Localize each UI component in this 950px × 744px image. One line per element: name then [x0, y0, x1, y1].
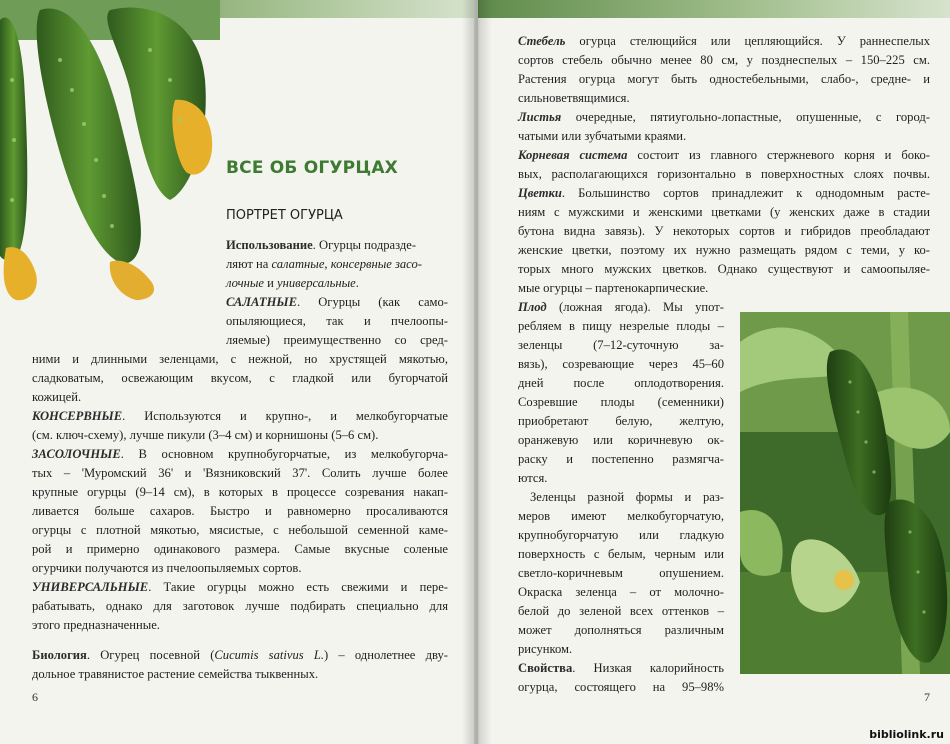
page-title: ВСЕ ОБ ОГУРЦАХ: [226, 158, 398, 178]
fruit-line-2: ребляем в пищу незрелые плоды –: [518, 319, 724, 333]
flowers-term: Цветки: [518, 186, 562, 200]
canned-line-1: КОНСЕРВНЫЕ. Используются и крупно-, и мелкобугорчатые: [32, 409, 448, 423]
flowers-line-3: бутона видна завязь). У некоторых сортов и гибридов преобладают: [518, 224, 930, 238]
usage-term: Использование: [226, 238, 313, 252]
stem-term: Стебель: [518, 34, 566, 48]
stem-line-1: Стебель огурца стелющийся или цепляющийся. У раннеспелых: [518, 34, 930, 48]
zelentsy-line-2: меров имеют мелкобугорчатую,: [518, 509, 724, 523]
universal-term: УНИВЕРСАЛЬНЫЕ: [32, 580, 149, 594]
salad-line-3: ляемые) преимущественно со сред-: [226, 333, 448, 347]
fruit-line-7: приобретают белую, желтую,: [518, 414, 724, 428]
fruit-term: Плод: [518, 300, 547, 314]
leaves-line-2: чатыми или зубчатыми краями.: [518, 129, 687, 143]
zelentsy-line-1: Зеленцы разной формы и раз-: [530, 490, 724, 504]
fruit-line-4: вязь), созревающие через 45–60: [518, 357, 724, 371]
zelentsy-line-8: может дополняться различным: [518, 623, 724, 637]
roots-line-2: вых, располагающихся горизонтально в поверхностных слоях почвы.: [518, 167, 930, 181]
properties-line-2: огурца, состоящего на 95–98%: [518, 680, 724, 694]
salad-line-6: кожицей.: [32, 390, 82, 404]
left-page: [0, 0, 474, 744]
page-number-left: 6: [32, 690, 38, 704]
zelentsy-line-5: светло-коричневым опушением.: [518, 566, 724, 580]
cucumber-photo: [740, 312, 950, 674]
zelentsy-line-3: крупнобугорчатую или гладкую: [518, 528, 724, 542]
fruit-line-6: Созревшие плоды (семенники): [518, 395, 724, 409]
biology-line-1: Биология. Огурец посевной (Cucumis sativus L.) – однолетнее дву-: [32, 648, 448, 662]
canned-line-2: (см. ключ-схему), лучше пикули (3–4 см) и корнишоны (5–6 см).: [32, 428, 379, 442]
usage-line-2: ляют на салатные, консервные засо-: [226, 257, 422, 271]
watermark: bibliolink.ru: [869, 728, 944, 741]
pickling-line-1: ЗАСОЛОЧНЫЕ. В основном крупнобугорчатые, из мелкобугорча-: [32, 447, 448, 461]
pickling-line-5: огурцы с плотной мякотью, мясистые, с небольшой семенной камe-: [32, 523, 448, 537]
fruit-line-3: зеленцы (7–12-суточную за-: [518, 338, 724, 352]
zelentsy-line-4: поверхность с белым, черным или: [518, 547, 724, 561]
leaves-line-1: Листья очередные, пятиугольно-лопастные, опушенные, с город-: [518, 110, 930, 124]
stem-line-2: сортов стебель обычно менее 80 см, у позднеспелых – 150–225 см.: [518, 53, 930, 67]
flowers-line-4: женские цветки, поэтому их нужно размещать рядом с теми, у ко-: [518, 243, 930, 257]
stem-line-4: сильноветвящимися.: [518, 91, 630, 105]
properties-line-1: Свойства. Низкая калорийность: [518, 661, 724, 675]
fruit-line-5: дней после оплодотворения.: [518, 376, 724, 390]
flowers-line-1: Цветки. Большинство сортов принадлежит к однодомным расте-: [518, 186, 930, 200]
roots-line-1: Корневая система состоит из главного стержневого корня и боко-: [518, 148, 930, 162]
universal-line-1: УНИВЕРСАЛЬНЫЕ. Такие огурцы можно есть свежими и пере-: [32, 580, 448, 594]
flowers-line-2: ниям с мужскими и женскими цветками (у женских даже в стадии: [518, 205, 930, 219]
canned-term: КОНСЕРВНЫЕ: [32, 409, 123, 423]
pickling-term: ЗАСОЛОЧНЫЕ: [32, 447, 121, 461]
flowers-line-6: мые огурцы – партенокарпические.: [518, 281, 709, 295]
universal-line-3: этого предназначенные.: [32, 618, 160, 632]
fruit-line-9: раску и постепенно размягча-: [518, 452, 724, 466]
roots-term: Корневая система: [518, 148, 628, 162]
pickling-line-3: крупные огурцы (9–14 см), в которых в процессе созревания накап-: [32, 485, 448, 499]
top-band: [478, 0, 950, 18]
pickling-line-2: тых – 'Муромский 36' и 'Вязниковский 37'. Солить лучше более: [32, 466, 448, 480]
stem-line-3: Растения огурца могут быть одностебельными, слабо-, средне- и: [518, 72, 930, 86]
pickling-line-7: огурчики получаются из пчелоопыляемых сортов.: [32, 561, 302, 575]
page-number-right: 7: [924, 690, 930, 704]
salad-line-1: САЛАТНЫЕ. Огурцы (как само-: [226, 295, 448, 309]
salad-line-5: сладковатым, освежающим вкусом, с гладкой или бугорчатой: [32, 371, 448, 385]
fruit-line-10: ются.: [518, 471, 548, 485]
salad-term: САЛАТНЫЕ: [226, 295, 297, 309]
fruit-line-8: оранжевую или коричневую ок-: [518, 433, 724, 447]
biology-term: Биология: [32, 648, 87, 662]
zelentsy-line-9: рисунком.: [518, 642, 573, 656]
zelentsy-line-7: белой до зеленой всех оттенков –: [518, 604, 724, 618]
section-subtitle: ПОРТРЕТ ОГУРЦА: [226, 208, 343, 223]
pickling-line-4: ливается больше сахаров. Быстро и равномерно просаливаются: [32, 504, 448, 518]
biology-line-2: дольное травянистое растение семейства тыквенных.: [32, 667, 319, 681]
universal-line-2: рабатывать, однако для заготовок лучше подбирать специально для: [32, 599, 448, 613]
pickling-line-6: рой и примерно одинакового размера. Самые вкусные соленые: [32, 542, 448, 556]
leaves-term: Листья: [518, 110, 562, 124]
usage-line-1: Использование. Огурцы подразде-: [226, 238, 417, 252]
salad-line-4: ними и длинными зеленцами, с нежной, но хрустящей мякотью,: [32, 352, 448, 366]
cucumber-illustration: [0, 0, 220, 310]
properties-term: Свойства: [518, 661, 573, 675]
salad-line-2: опыляющиеся, так и пчелоопы-: [226, 314, 448, 328]
zelentsy-line-6: Окраска зеленца – от молочно-: [518, 585, 724, 599]
fruit-line-1: Плод (ложная ягода). Мы упот-: [518, 300, 724, 314]
usage-line-3: лочные и универсальные.: [226, 276, 359, 290]
flowers-line-5: торых много мужских цветков. Однако существуют и самоопыляе-: [518, 262, 930, 276]
